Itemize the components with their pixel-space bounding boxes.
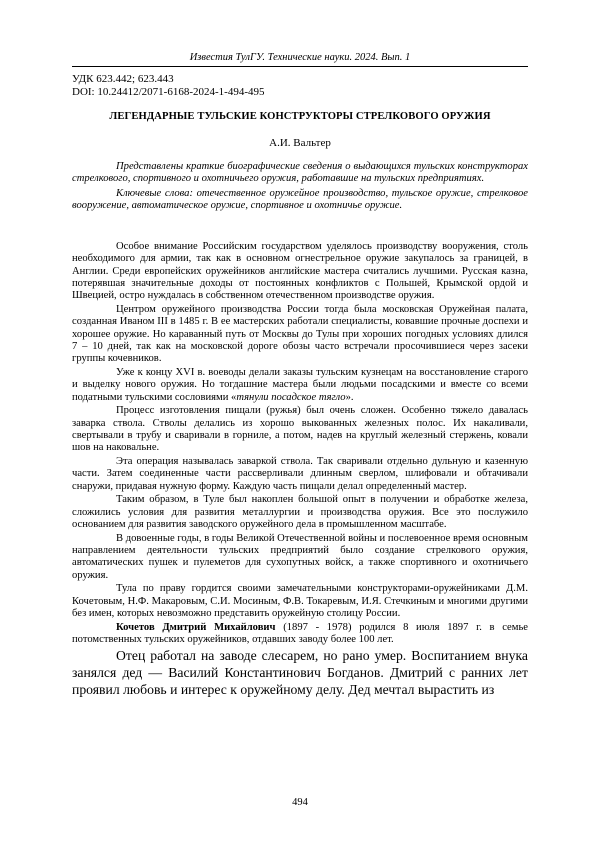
abstract xyxy=(72,161,528,212)
article-meta xyxy=(72,73,264,98)
body-paragraph xyxy=(72,367,528,404)
paragraph-text: ». xyxy=(345,391,354,403)
body-paragraph: Тула по праву гордится своими замечательными конструкторами-оружейниками Д.М. Кочетовым, Н.Ф. Макаровым, С.И. Мосиным, Ф.В. Токаревым, И.Я. Стечкиным и многими другими без имен, которых невозможно представить оружейную столицу России. xyxy=(72,583,528,620)
article-body xyxy=(72,241,528,699)
paragraph-text: (1897 - 1978) родился 8 июля 1897 г. в семье потомственных тульских оружейников, отдавших заводу более 100 лет. xyxy=(72,621,529,646)
body-paragraph: Центром оружейного производства России тогда была московская Оружейная палата, созданная Иваном III в 1485 г. В ее мастерских работали специалисты, ковавшие прочные доспехи и хорошее оружие. Но караванный путь от Москвы до Тулы при хороших погодных условиях длился 7 – 10 дней, так как на московской дороге обозы часто встречали просочившиеся через засеки группы кочевников. xyxy=(72,304,528,365)
italic-quote: тянули посадское тягло xyxy=(236,391,346,403)
abstract-summary: Представлены краткие биографические сведения о выдающихся тульских конструкторах стрелкового, спортивного и охотничьего оружия, работавшие на тульских предприятиях. xyxy=(72,161,528,185)
paragraph-text: Уже к концу XVI в. воеводы делали заказы тульским кузнецам на восстановление старого и выделку нового оружия. Но тогдашние мастера были людьми посадскими и вместе со всеми податными тульскими сословиями « xyxy=(72,367,528,403)
page-number: 494 xyxy=(292,797,308,808)
running-head: Известия ТулГУ. Технические науки. 2024. Вып. 1 xyxy=(72,52,528,67)
body-paragraph: В довоенные годы, в годы Великой Отечественной войны и послевоенное время основным направлением деятельности тульских предприятий было создание стрелкового оружия, автоматических пушек и пулеметов для сухопутных войск, а также спортивного и охотничьего оружия. xyxy=(72,532,528,581)
doi: DOI: 10.24412/2071-6168-2024-1-494-495 xyxy=(72,85,265,98)
person-name: Кочетов Дмитрий Михайлович xyxy=(116,621,276,633)
body-paragraph xyxy=(72,622,528,647)
article-title: ЛЕГЕНДАРНЫЕ ТУЛЬСКИЕ КОНСТРУКТОРЫ СТРЕЛКОВОГО ОРУЖИЯ xyxy=(109,111,491,122)
udc-code: УДК 623.442; 623.443 xyxy=(72,73,174,85)
body-paragraph: Особое внимание Российским государством уделялось производству вооружения, столь необходимого для армии, так как в основном огнестрельное оружие закупалось за границей, в Англии. Среди европейских оружейников английские мастера считались лучшими. Русская казна, потерявшая значительные доходы от постоянных конфликтов с Польшей, Крымской ордой и Швецией, остро нуждалась в собственном отечественном производстве оружия. xyxy=(72,241,528,302)
body-paragraph: Таким образом, в Туле был накоплен большой опыт в получении и обработке железа, сложились условия для развития металлургии и производства оружия. Все это послужило основанием для развития заводского оружейного дела в промышленном масштабе. xyxy=(72,494,528,531)
body-paragraph: Эта операция называлась заваркой ствола. Так сваривали отдельно дульную и казенную части. Затем соединенные части рассверливали длинным сверлом, шлифовали и обтачивали снаружи, придавая нужную форму. Каждую часть пищали делал определенный мастер. xyxy=(72,456,528,492)
keywords: Ключевые слова: отечественное оружейное производство, тульское оружие, стрелковое вооружение, автоматическое оружие, спортивное и охотничье оружие. xyxy=(72,187,528,211)
article-author: А.И. Вальтер xyxy=(269,137,331,149)
body-paragraph: Отец работал на заводе слесарем, но рано умер. Воспитанием внука занялся дед — Василий Константинович Богданов. Дмитрий с ранних лет проявил любовь и интерес к оружейному делу. Дед мечтал вырастить из xyxy=(72,648,528,697)
body-paragraph: Процесс изготовления пищали (ружья) был очень сложен. Особенно тяжело давалась заварка ствола. Стволы делались из хорошо выкованных железных полос. Их накаливали, свертывали в трубу и сваривали в горниле, а потом, надев на круглый железный стержень, ковали шов на наковальне. xyxy=(72,405,528,454)
